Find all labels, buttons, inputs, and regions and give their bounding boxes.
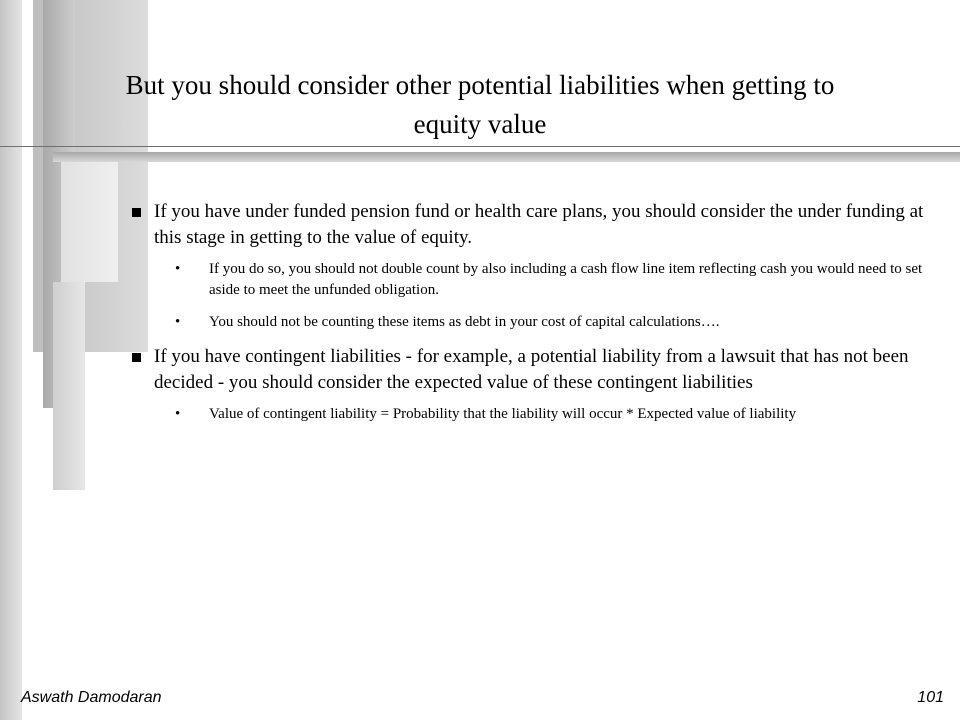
sub-bullet-text: If you do so, you should not double count by also including a cash flow line item reflecting cash you would need to set aside to meet the unfunded obligation. xyxy=(209,261,923,298)
sub-bullet-text: Value of contingent liability = Probability that the liability will occur * Expected value of liability xyxy=(209,406,797,422)
bullet-text: If you have under funded pension fund or health care plans, you should consider the under funding at this stage in getting to the value of equity. xyxy=(154,201,924,248)
bullet-text: If you have contingent liabilities - for example, a potential liability from a lawsuit that has not been decided - you should consider the expected value of these contingent liabilities xyxy=(154,346,909,393)
sub-bullet-item xyxy=(128,312,928,333)
bullet-item xyxy=(128,199,928,251)
sub-bullet-item xyxy=(128,404,928,425)
bullet-item xyxy=(128,344,928,396)
footer-author: Aswath Damodaran xyxy=(21,689,162,706)
sub-bullet-item xyxy=(128,259,928,301)
dot-bullet-icon: • xyxy=(175,261,181,277)
title-divider xyxy=(0,146,960,147)
decor-bar-5 xyxy=(53,282,85,490)
square-bullet-icon xyxy=(132,208,141,217)
decor-bar-4 xyxy=(61,162,118,282)
dot-bullet-icon: • xyxy=(175,406,181,422)
page-number: 101 xyxy=(917,689,944,706)
dot-bullet-icon: • xyxy=(175,314,181,330)
slide-title: But you should consider other potential liabilities when getting to equity value xyxy=(125,70,835,139)
bullet-list xyxy=(128,199,928,436)
square-bullet-icon xyxy=(132,353,141,362)
decor-bar-1 xyxy=(0,0,22,720)
sub-bullet-text: You should not be counting these items as debt in your cost of capital calculations…. xyxy=(209,314,720,330)
title-underline-bar xyxy=(53,152,960,162)
